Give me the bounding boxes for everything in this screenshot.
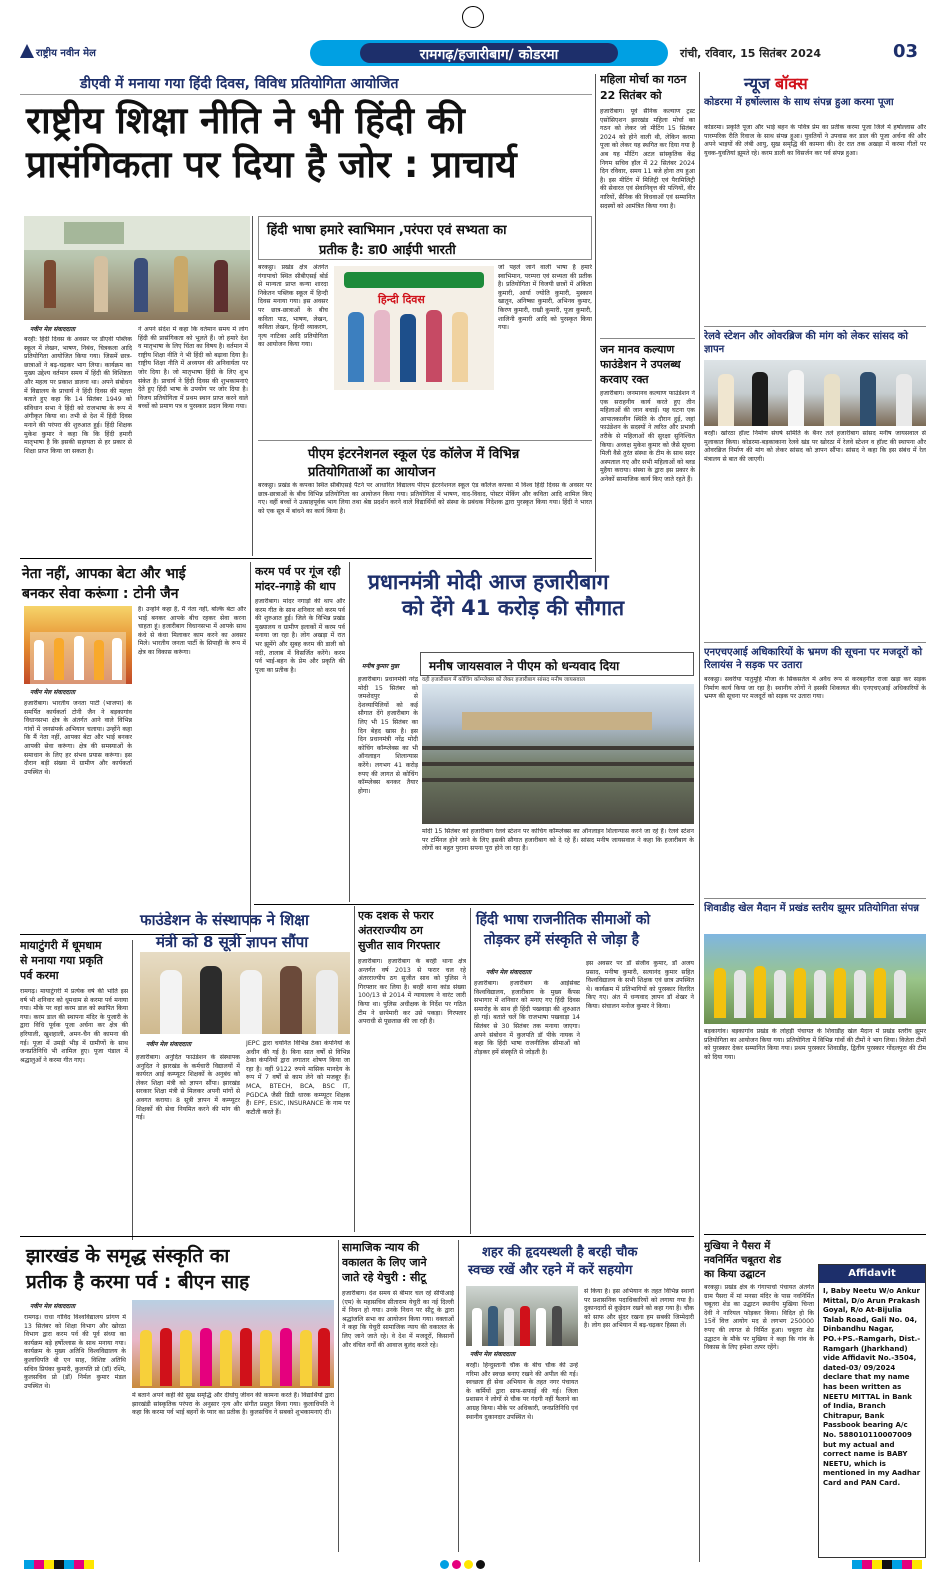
hindi-politics-body: हजारीबाग। हजारीबाग के आईसेक्ट विश्वविद्यालय, हजारीबाग के मुख्य कैंपस सभागार में शनिवार को मनाए गए हिंदी दिवस समारोह के साथ ही हिंदी पखवाड़ा की शुरुआत हो गई। बताते चलें कि राजभाषा पखवाड़ा 14 सितंबर से 30 सितंबर तक मनाया जाएगा। अपने संबोधन में कुलपति डॉ पीके नायक ने कहा कि हिंदी भाषा राजनीतिक सीमाओं को तोड़कर हमें संस्कृति से जोड़ती है। [474, 980, 580, 1056]
tony-jain-body: हजारीबाग। भारतीय जनता पार्टी (भाजपा) के समर्पित कार्यकर्ता टोनी जैन ने बड़कागांव विधानसभा क्षेत्र के अंतर्गत आने वाले विभिन्न गांवों में जनसंपर्क अभियान चलाया। उन्होंने कहा कि मैं नेता नहीं, आपका बेटा और भाई बनकर आपकी सेवा करूंगा। क्षेत्र की समस्याओं के समाधान के लिए हर संभव प्रयास करूंगा। इस दौरान बड़ी संख्या में ग्रामीण और कार्यकर्ता उपस्थित थे। [24, 700, 132, 776]
mayatungri-headline-line-1: मायाटुंगरी में धूमधाम [20, 939, 102, 952]
sub-story-1-headline-line-1: हिंदी भाषा हमारे स्वाभिमान ,परंपरा एवं सभ्यता का [267, 223, 507, 238]
modi-headline-line-1: प्रधानमंत्री मोदी आज हजारीबाग [368, 570, 609, 594]
mahila-body: हजारीबाग। पूर्व सैनिक कल्याण ट्रस्ट एसोसिएशन झारखंड महिला मोर्चा का गठन को लेकर जो मीटिंग 15 सितंबर 2024 को होने वाली थी, लेकिन करमा पूजा को लेकर यह स्थगित कर दिया गया है अब यह मीटिंग अटल सांस्कृतिक केंद्र निगम सचिव हॉल में 22 सितंबर 2024 दिन रविवार, समय 11 बजे होना तय हुआ है। इस मीटिंग में मिलिट्री एवं पैरामिलिट्री की सेवारत एवं सेवानिवृत्त की पत्नियों, वीर नारियों, सैनिक की विधवाओं एवं सम्मानित सदस्यों को आमंत्रित किया गया है। [600, 108, 695, 210]
mukhiya-headline-line-1: मुखिया ने पैसरा में [704, 1241, 771, 1252]
jan-manav-headline-line-3: करवाए रक्त [600, 373, 649, 386]
karam-sidebar [255, 562, 345, 902]
logo-mark-icon [20, 44, 34, 58]
foundation-byline: नवीन मेल संवाददाता [146, 1041, 192, 1048]
sub-story-1-col-1: बरकट्ठा। प्रखंड क्षेत्र अंतर्गत गंगापाचो स्थित सीबीएसई बोर्ड से मान्यता प्राप्त कन्या शारदा निकेतन पब्लिक स्कूल में हिन्दी दिवस मनाया गया। इस अवसर पर छात्र-छात्राओं के बीच कविता पाठ, भाषण, लेखन, कविता लेखन, हिन्दी व्याकरण, नृत्य नाटिका आदि प्रतियोगिता का आयोजन किया गया। [258, 264, 328, 349]
fraud-headline-line-3: सुजीत साव गिरफ्तार [358, 939, 440, 952]
jan-manav-headline-line-1: जन मानव कल्याण [600, 343, 675, 356]
jan-manav-headline-line-2: फाउंडेशन ने उपलब्ध [600, 358, 681, 371]
lead-headline-line-2: प्रासंगिकता पर दिया है जोर : प्राचार्य [26, 143, 517, 186]
karma-bottom-body: रामगढ़। राधा गोविंद विश्वविद्यालय प्रांगण में 13 सितंबर को शिक्षा विभाग और खोरठा विभाग द्वारा करम पर्व की पूर्व संध्या का कार्यक्रम बड़े हर्षोल्लास के साथ मनाया गया। कार्यक्रम के मुख्य अतिथि विश्वविद्यालय के कुलाधिपति बी एन साह, विशिष्ट अतिथि सचिव प्रियंका कुमारी, कुलपति प्रो (डॉ) रश्मि, कुलसचिव प्रो (डॉ) निर्मल कुमार मंडल उपस्थित थे। [24, 1314, 126, 1390]
hindi-politics-body-right: इस अवसर पर डॉ संजीव कुमार, डॉ अजय प्रसाद, मनीषा कुमारी, सत्यानंद कुमार सहित विश्वविद्यालय के सभी शिक्षक एवं छात्र उपस्थित थे। कार्यक्रम में प्रतिभागियों को पुरस्कार वितरित किए गए। अंत में धन्यवाद ज्ञापन डॉ शेखर ने किया। संचालन मनोज कुमार ने किया। [586, 960, 694, 1010]
sub-story-2-header [258, 442, 592, 480]
mukhiya-story [704, 1238, 814, 1558]
affidavit-body: I, Baby Neetu W/o Ankur Mittal, D/o Arun Prakash Goyal, R/o At-Bijulia Talab Road, Gali No. 04, Dinbandhu Nagar, PO.+PS.-Ramgarh, Dist.- Ramgarh (Jharkhand) vide Affidavit No.-3504, dated-03/ 09/2024 declare that my name has been written as NEETU MITTAL in Bank of India, Branch Chitrapur, Bank Passbook bearing A/c No. 588010110007009 but my actual and correct name is BABY NEETU, which is mentioned in my Aadhar Card and PAN Card. [823, 1287, 921, 1487]
barhi-chowk-body-right: से किया है। इस अभियान के तहत विभिन्न स्थानों पर प्रशासनिक पदाधिकारियों को लगाया गया है। दुकानदारों से कूड़ेदान रखने को कहा गया है। चौक को साफ और सुंदर रखना हम सबकी जिम्मेदारी है। लोग इस अभियान में बढ़-चढ़कर हिस्सा लें। [584, 1288, 694, 1330]
print-color-bar-right [852, 1560, 922, 1569]
tony-jain-byline: नवीन मेल संवाददाता [30, 689, 76, 696]
foundation-headline-line-2: मंत्री को 8 सूत्री ज्ञापन सौंपा [156, 933, 309, 951]
lead-kicker: डीएवी में मनाया गया हिंदी दिवस, विविध प्रतियोगिता आयोजित [80, 76, 399, 92]
sub-story-1-col-2: जो पहले जाने वाली भाषा है हमारे स्वाभिमान, परम्परा एवं सभ्यता की प्रतीक है। प्रतियोगिता में विजयी छात्रों में अंकिता कुमारी, आर्या ज्योति कुमारी, मुस्कान खातून, अनिष्का कुमारी, अभिनव कुमार, किरण कुमारी, राखी कुमारी, पूजा कुमारी, शालिनी कुमारी आदि को पुरस्कृत किया गया। [498, 264, 592, 332]
print-color-bar-left [24, 1560, 94, 1569]
fraud-headline-line-1: एक दशक से फरार [358, 909, 434, 922]
hindi-politics-headline-line-1: हिंदी भाषा राजनीतिक सीमाओं को [476, 912, 651, 928]
news-box-title-1: न्यूज [744, 74, 770, 93]
page-number: 03 [893, 41, 919, 62]
modi-body-left: हजारीबाग। प्रधानमंत्री नरेंद्र मोदी 15 सितंबर को जमशेदपुर से देशव्यापिलियों को कई सौगात देंगे हजारीबाग के लिए भी 15 सितंबर का दिन बेहद खास है। इस दिन प्रधानमंत्री नरेंद्र मोदी कोचिंग कॉम्प्लेक्स का भी ऑनलाइन शिलान्यास करेंगे। लगभग 41 करोड़ रुपए की लागत से कोचिंग कॉम्प्लेक्स बनकर तैयार होगा। [358, 676, 418, 795]
karma-bottom-byline: नवीन मेल संवाददाता [30, 1303, 76, 1310]
news-item-3-headline: एनएचएआई अधिकारियों के भ्रमण की सूचना पर मजदूरों को रिलायंस ने सड़क पर उतारा [704, 647, 923, 671]
foundation-body: हजारीबाग। अनुदित फाउंडेशन के संस्थापक अनुदित ने झारखंड के कर्मचारी विद्यालयों में कार्यरत आई कम्प्यूटर शिक्षकों के अनुबंध को लेकर शिक्षा मंत्री को ज्ञापन सौंपा। झारखंड सरकार शिक्षा मंत्री से मिलकर अपनी मांगों से अवगत कराया। 8 सूत्री ज्ञापन में कम्प्यूटर शिक्षकों की सेवा नियमित करने की मांग की गई। [136, 1054, 240, 1122]
jan-manav-body: हजारीबाग। जनमानव कल्याण फाउंडेशन ने एक सराहनीय कार्य करते हुए तीन महिलाओं की जान बचाई। यह घटना एक आपातकालीन स्थिति के दौरान हुई, जहां फाउंडेशन के सदस्यों ने त्वरित और प्रभावी तरीके से महिलाओं की सुरक्षा सुनिश्चित किया। अध्यक्ष मुकेश कुमार को जैसे सूचना मिली वैसे तुरंत संस्था के टीम के साथ सदर अस्पताल गए और सभी महिलाओं को ब्लड मुहैया कराया। संस्था के द्वारा इस प्रकार के अनेकों सामाजिक कार्य किए जाते रहते हैं। [600, 390, 695, 483]
sub-story-1-headline-line-2: प्रतीक है: डा0 आईपी भारती [319, 243, 456, 258]
foundation-photo [140, 952, 350, 1034]
paper-logo [20, 42, 140, 62]
mayatungri-body: रामगढ़। मायाटुंगरी में प्रत्येक वर्ष की भांति इस वर्ष भी शनिवार को धूमधाम से करमा पर्व मनाया गया। मौके पर वहां करम डाल को स्थापित किया गया। करम डाल की स्थापना मंदिर के पुजारी के द्वारा विधि पूर्वक पूजा अर्चना कर क्षेत्र की हरियाली, खुशहाली, अमन-चैन की कामना की गई। पूजा में उमड़ी भीड़ में ग्रामीणों के साथ जनप्रतिनिधि भी शामिल हुए। पूजा पंडाल में श्रद्धालुओं ने करमा गीत गाए। [20, 988, 128, 1064]
hindi-politics-byline: नवीन मेल संवाददाता [486, 969, 532, 976]
dateline: रांची, रविवार, 15 सितंबर 2024 [680, 47, 822, 60]
news-item-4-headline: शिवाडीह खेल मैदान में प्रखंड स्तरीय झूमर प्रतियोगिता संपन्न [704, 903, 919, 914]
lead-byline: नवीन मेल संवाददाता [30, 326, 76, 333]
foundation-headline-line-1: फाउंडेशन के संस्थापक ने शिक्षा [140, 911, 309, 929]
masthead [0, 0, 945, 68]
karma-bottom-headline-line-2: प्रतीक है करमा पर्व : बीएन साह [26, 1271, 250, 1293]
mukhiya-headline-line-3: का किया उद्घाटन [704, 1269, 766, 1280]
modi-box-headline: मनीष जायसवाल ने पीएम को धन्यवाद दिया [429, 659, 620, 673]
affidavit-box [818, 1264, 926, 1558]
sub-story-2-headline-line-1: पीएम इंटरनेशनल स्कूल एंड कॉलेज में विभिन्न [308, 447, 520, 462]
news-box-title [744, 72, 808, 92]
barhi-chowk-photo [466, 1286, 578, 1346]
modi-body-bottom: मोदी 15 सितंबर को हजारीबाग रेलवे स्टेशन पर कोचिंग कॉम्प्लेक्स का ऑनलाइन शिलान्यास करने जा रहे हैं। रेलवे स्टेशन पर टर्मिनल होने जाने के लिए इसकी सौगात हजारीबाग को दे रहे हैं। सांसद मनीष जायसवाल ने कहा कि हजारीबाग के लोगों का बहुत पुराना सपना पूरा होने जा रहा है। [422, 828, 694, 853]
fraud-headline-line-2: अंतरराज्यीय ठग [358, 924, 423, 937]
registration-mark [462, 6, 484, 28]
barhi-chowk-headline-line-2: स्वच्छ रखें और रहने में करें सहयोग [468, 1263, 633, 1278]
modi-box-header [420, 652, 694, 676]
karam-headline-line-2: मांदर-नगाड़े की थाप [255, 580, 336, 593]
news-item-1-body: कोडरमा। प्रकृति पूजा और भाई बहन के पवित्र प्रेम का प्रतीक करमा पूजा जिले में हर्षोल्लास और पारम्परिक रीति रिवाज के साथ संपन्न हुआ। युवतियों ने उपवास कर डाल की पूजा अर्चना की और अपने भाइयों की लंबी आयु, सुख समृद्धि की कामना की। देर रात तक अखड़ा में करमा गीतों पर युवक-युवतियां झूमते रहे। करम डाली का विसर्जन कर पर्व संपन्न हुआ। [704, 124, 926, 157]
mayatungri-story [20, 938, 128, 1238]
barhi-chowk-byline: नवीन मेल संवाददाता [470, 1351, 516, 1358]
social-justice-headline-line-1: सामाजिक न्याय की [342, 1241, 419, 1254]
lead-body-col-1: बरही: हिंदी दिवस के अवसर पर डीएवी पब्लिक स्कूल में लेखन, भाषण, निबंध, चित्रकला आदि प्रतियोगिता आयोजित किया गया। जिसमें छात्र-छात्राओं ने बढ़-चढ़कर भाग लिया। कार्यक्रम का मुख्य उद्देश्य वर्तमान समय में हिंदी की विशिष्टता और महत्व पर प्रकाश डालना था। अपने संबोधन में विद्यालय के प्राचार्य ने हिंदी दिवस की महत्ता बताते हुए कहा कि 14 सितंबर 1949 को संविधान सभा ने हिंदी को राजभाषा के रूप में अंगीकृत किया था। तभी से देश में हिंदी दिवस मनाने की परंपरा की शुरुआत हुई। हिंदी शिक्षक मुकेश कुमार ने कहा कि कि हिंदी हमारी मातृभाषा है कि इसकी सहायता से हर प्रकार से शिक्षा प्राप्त किया जा सकता है। [24, 336, 132, 455]
social-justice-headline-line-3: जाते रहे येचुरी : सीटू [342, 1271, 426, 1284]
fraud-body: हजारीबाग। हजारीबाग के बरही थाना क्षेत्र अन्तर्गत वर्ष 2013 से फरार चल रहे अंतरराज्यीय ठग सुजीत साव को पुलिस ने गिरफ्तार कर लिया है। बरही थाना कांड संख्या 100/13 से 2014 में न्यायालय ने वारंट जारी किया था। पुलिस अधीक्षक के निर्देश पर गठित टीम ने छापेमारी कर उसे पकड़ा। गिरफ्तार अपराधी से पूछताछ की जा रही है। [358, 958, 466, 1026]
mahila-story [600, 72, 695, 362]
print-color-bar-center [440, 1560, 500, 1569]
news-item-1-headline: कोडरमा में हर्षोल्लास के साथ संपन्न हुआ करमा पूजा [704, 97, 894, 108]
sub-story-1-header [258, 216, 592, 260]
fraud-story [358, 908, 466, 1234]
modi-photo [422, 684, 694, 824]
sub-story-2-body: बरकट्ठा। प्रखंड के कपका स्थित सीबीएसई पैटर्न पर आधारित विद्यालय पीएम इंटरनेशनल स्कूल एंड कॉलेज कपका में विश्व हिंदी दिवस के अवसर पर छात्र-छात्राओं के बीच विभिन्न प्रतियोगिता का आयोजन किया गया। प्रतियोगिता में भाषण, वाद-विवाद, पोस्टर मेकिंग और कविता आदि शामिल किए गए। वहीं बच्चों ने उत्साहपूर्वक भाग लिया तथा श्रेष्ठ प्रदर्शन करने वाले विद्यार्थियों को संस्था के प्रबंधक निदेशक द्वारा पुरस्कृत किया गया। हिंदी ने भारत को एक सूत्र में बांधने का कार्य किया है। [258, 482, 592, 515]
modi-photo-caption: वही हजारीबाग में कोचिंग कॉम्प्लेक्स को लेकर हजारीबाग सांसद मनीष जायसवाल [422, 677, 585, 683]
hindi-politics-headline-line-2: तोड़कर हमें संस्कृति से जोड़ा है [484, 932, 640, 948]
social-justice-body: हजारीबाग। देश समय से बीमार चल रहे सीपीआई (एम) के महासचिव सीताराम येचुरी का नई दिल्ली में निधन हो गया। उनके निधन पर सीटू के द्वारा श्रद्धांजलि सभा का आयोजन किया गया। वक्ताओं ने कहा कि येचुरी सामाजिक न्याय की वकालत के लिए जाने जाते रहे। वे देश में मजदूरों, किसानों और वंचित वर्गों की आवाज बुलंद करते रहे। [342, 1290, 454, 1349]
foundation-body-right: JEPC द्वारा चयनित विभिन्न ठेका कंपनियों के अधीन की गई है। बिना सात वर्षों से विभिन्न ठेका कंपनियों द्वारा लगातार शोषण किया जा रहा है। वहीं 9122 रुपये मासिक मानदेय के रूप में 7 वर्षों से काम लेने को मजबूर हैं। MCA, BTECH, BCA, BSC IT, PGDCA जैसी डिग्री धारक कम्प्यूटर शिक्षक हैं। EPF, ESIC, INSURANCE के नाम पर कटौती करते हैं। [246, 1040, 350, 1116]
karma-bottom-body-right: में बताने अपने कहीं की सुख समृद्धि और दीर्घायु जीवन की कामना करते हैं। विद्यार्थियों द्वारा झारखंडी सांस्कृतिक परंपरा के अनुसार नृत्य और संगीत प्रस्तुत किया गया। कुलाधिपति ने कहा कि करमा पर्व भाई बहनों के प्यार का प्रतीक है। कुलसचिव ने सबको शुभकामनाएं दी। [132, 1392, 334, 1417]
lead-body-col-2: ने अपने संदेश में कहा कि वर्तमान समय में लोग हिंदी की प्रासंगिकता को भूलते हैं। जो हमारे देश व मातृभाषा के लिए चिंता का विषय है। वर्तमान में राष्ट्रीय शिक्षा नीति ने भी हिंदी को बढ़ावा दिया है। राष्ट्रीय शिक्षा नीति में अध्ययन की अनिवार्यता पर जोर दिया है। जो मातृभाषा हिंदी के लिए शुभ संकेत है। प्राचार्य ने हिंदी दिवस की शुभकामनाएं देते हुए हिंदी भाषा के उपयोग पर जोर दिया है। विजय प्रतियोगिता में प्रथम स्थान प्राप्त करने वाले बच्चों को प्रमाण पत्र व पुरस्कार प्रदान किया गया। [138, 326, 248, 411]
social-justice-headline-line-2: वकालत के लिए जाने [342, 1256, 427, 1269]
paper-name: राष्ट्रीय नवीन मेल [36, 48, 96, 59]
sub-story-1-photo [334, 266, 494, 390]
mukhiya-headline-line-2: नवनिर्मित चबूतरा शेड [704, 1255, 782, 1266]
karam-body: हजारीबाग। मांदर नगाड़ों की थाप और करम गीत के साथ शनिवार को करम पर्व की शुरुआत हुई। जिले के विभिन्न प्रखंड मुख्यालय व ग्रामीण इलाकों में करम पर्व मनाया जा रहा है। लोग अखड़ा में रात भर झूमेंगे और सुबह करम की डाली को नदी, तालाब में विसर्जित करेंगे। करम पर्व भाई-बहन के प्रेम और प्रकृति की पूजा का प्रतीक है। [255, 598, 345, 674]
mayatungri-headline-line-2: से मनाया गया प्रकृति [20, 954, 103, 967]
modi-byline: मनीष कुमार मुन्ना [362, 663, 399, 670]
section-banner [310, 40, 668, 66]
hindi-politics-story [474, 908, 694, 958]
news-item-2-headline: रेलवे स्टेशन और ओवरब्रिज की मांग को लेकर सांसद को ज्ञापन [704, 331, 908, 355]
sub-story-1-photo-banner: हिन्दी दिवस [378, 293, 425, 306]
affidavit-title: Affidavit [848, 1268, 896, 1279]
news-item-2-photo [704, 360, 926, 426]
barhi-chowk-story [462, 1240, 694, 1288]
section-title: रामगढ़/हजारीबाग/ कोडरमा [419, 47, 559, 63]
news-box [704, 72, 926, 1232]
mahila-headline-line-1: महिला मोर्चा का गठन [600, 73, 687, 86]
lead-photo [24, 216, 250, 320]
affidavit-title-bar [819, 1265, 925, 1283]
modi-headline-line-2: को देंगे 41 करोड़ की सौगात [402, 596, 625, 620]
karma-bottom-story [20, 1240, 334, 1296]
news-item-3-body: बरकट्ठा। सवरीया पातुमूहि मौजा के सिकसतेल में अवैध रूप से करबहनीत राजा खड़ा कर सड़क निर्माण कार्य किया जा रहा है। स्थानीय लोगों ने इसकी शिकायत की। एनएचएआई अधिकारियों के भ्रमण की सूचना पर मजदूरों को सड़क पर उतारा गया। [704, 676, 926, 701]
social-justice-story [342, 1240, 454, 1552]
mahila-headline-line-2: 22 सितंबर को [600, 89, 662, 102]
mayatungri-headline-line-3: पर्व करमा [20, 969, 59, 982]
tony-jain-headline-line-2: बनकर सेवा करूंगा : टोनी जैन [22, 586, 179, 602]
sub-story-2-headline-line-2: प्रतियोगिताओं का आयोजन [308, 465, 436, 480]
tony-jain-headline-line-1: नेता नहीं, आपका बेटा और भाई [22, 566, 186, 582]
tony-jain-photo [24, 606, 132, 684]
news-item-4-body: बड़कागांव। बड़कागांव प्रखंड के लोहड़ी पंचायत के शिवाडीह खेल मैदान में प्रखंड स्तरीय झूमर प्रतियोगिता का आयोजन किया गया। प्रतियोगिता में विभिन्न गांवों की टीमों ने भाग लिया। विजेता टीमों को पुरस्कार देकर सम्मानित किया गया। प्रथम पुरस्कार शिवाडीह, द्वितीय पुरस्कार गोंदलपुरा की टीम को दिया गया। [704, 1028, 926, 1061]
mukhiya-body: बरकट्ठा। प्रखंड क्षेत्र के गंगापाचो पंचायत अंतर्गत ग्राम पैसरा में मां मनसा मंदिर के पास नवनिर्मित चबूतरा शेड का उद्घाटन स्थानीय मुखिया चिन्ता देवी ने नारियल फोड़कर किया। विदित हो कि 15वें वित्त आयोग मद से लगभग 250000 रुपए की लागत से निर्मित हुआ। चबूतरा शेड उद्घाटन के मौके पर मुखिया ने कहा कि गांव के विकास के लिए हमेशा तत्पर रहेंगे। [704, 1284, 814, 1352]
karma-bottom-headline-line-1: झारखंड के समृद्ध संस्कृति का [26, 1245, 230, 1267]
jan-manav-story [600, 342, 695, 572]
barhi-chowk-body: बरही। हिन्दुस्तानी चौक के बीच चौक की उन्हें गरिमा और स्वच्छ बनाए रखने की अपील की गई। स्वच्छता ही सेवा अभियान के तहत नगर पंचायत के कर्मियों द्वारा साफ-सफाई की गई। जिला प्रशासन ने लोगों से चौक पर गंदगी नहीं फैलाने का आग्रह किया। मौके पर अधिकारी, जनप्रतिनिधि एवं स्थानीय दुकानदार उपस्थित थे। [466, 1362, 578, 1421]
karma-bottom-photo [132, 1300, 334, 1388]
tony-jain-body-right: है। उन्होंने कहा है, मैं नेता नहीं, बल्कि बेटा और भाई बनकर आपके बीच रहकर सेवा करना चाहता हूं। हजारीबाग विधानसभा में आपके साथ कंधे से कंधा मिलाकर काम करने का अवसर मिले। भारतीय जनता पार्टी के सिपाही के रूप में क्षेत्र का विकास करूंगा। [138, 606, 246, 656]
news-item-2-body: बरही। खोरठा हॉल्ट निर्माण संघर्ष समिति के बैनर तले हजारीबाग सांसद मनीष जायसवाल से मुलाकात किया। कोडरमा-बड़काकाना रेलवे खंड पर खोरठा में रेलवे स्टेशन व हॉल्ट की स्थापना और ओवरब्रिज निर्माण की मांग को लेकर सांसद को ज्ञापन सौंपा। सांसद ने कहा कि इस संबंध में रेल मंत्रालय से बात की जाएगी। [704, 430, 926, 463]
lead-headline-line-1: राष्ट्रीय शिक्षा नीति ने भी हिंदी की [26, 99, 465, 142]
news-box-title-2: बॉक्स [774, 74, 808, 93]
karam-headline-line-1: करम पर्व पर गूंज रही [255, 565, 341, 578]
barhi-chowk-headline-line-1: शहर की हृदयस्थली है बरही चौक [482, 1245, 638, 1260]
news-item-4-photo [704, 934, 926, 1024]
